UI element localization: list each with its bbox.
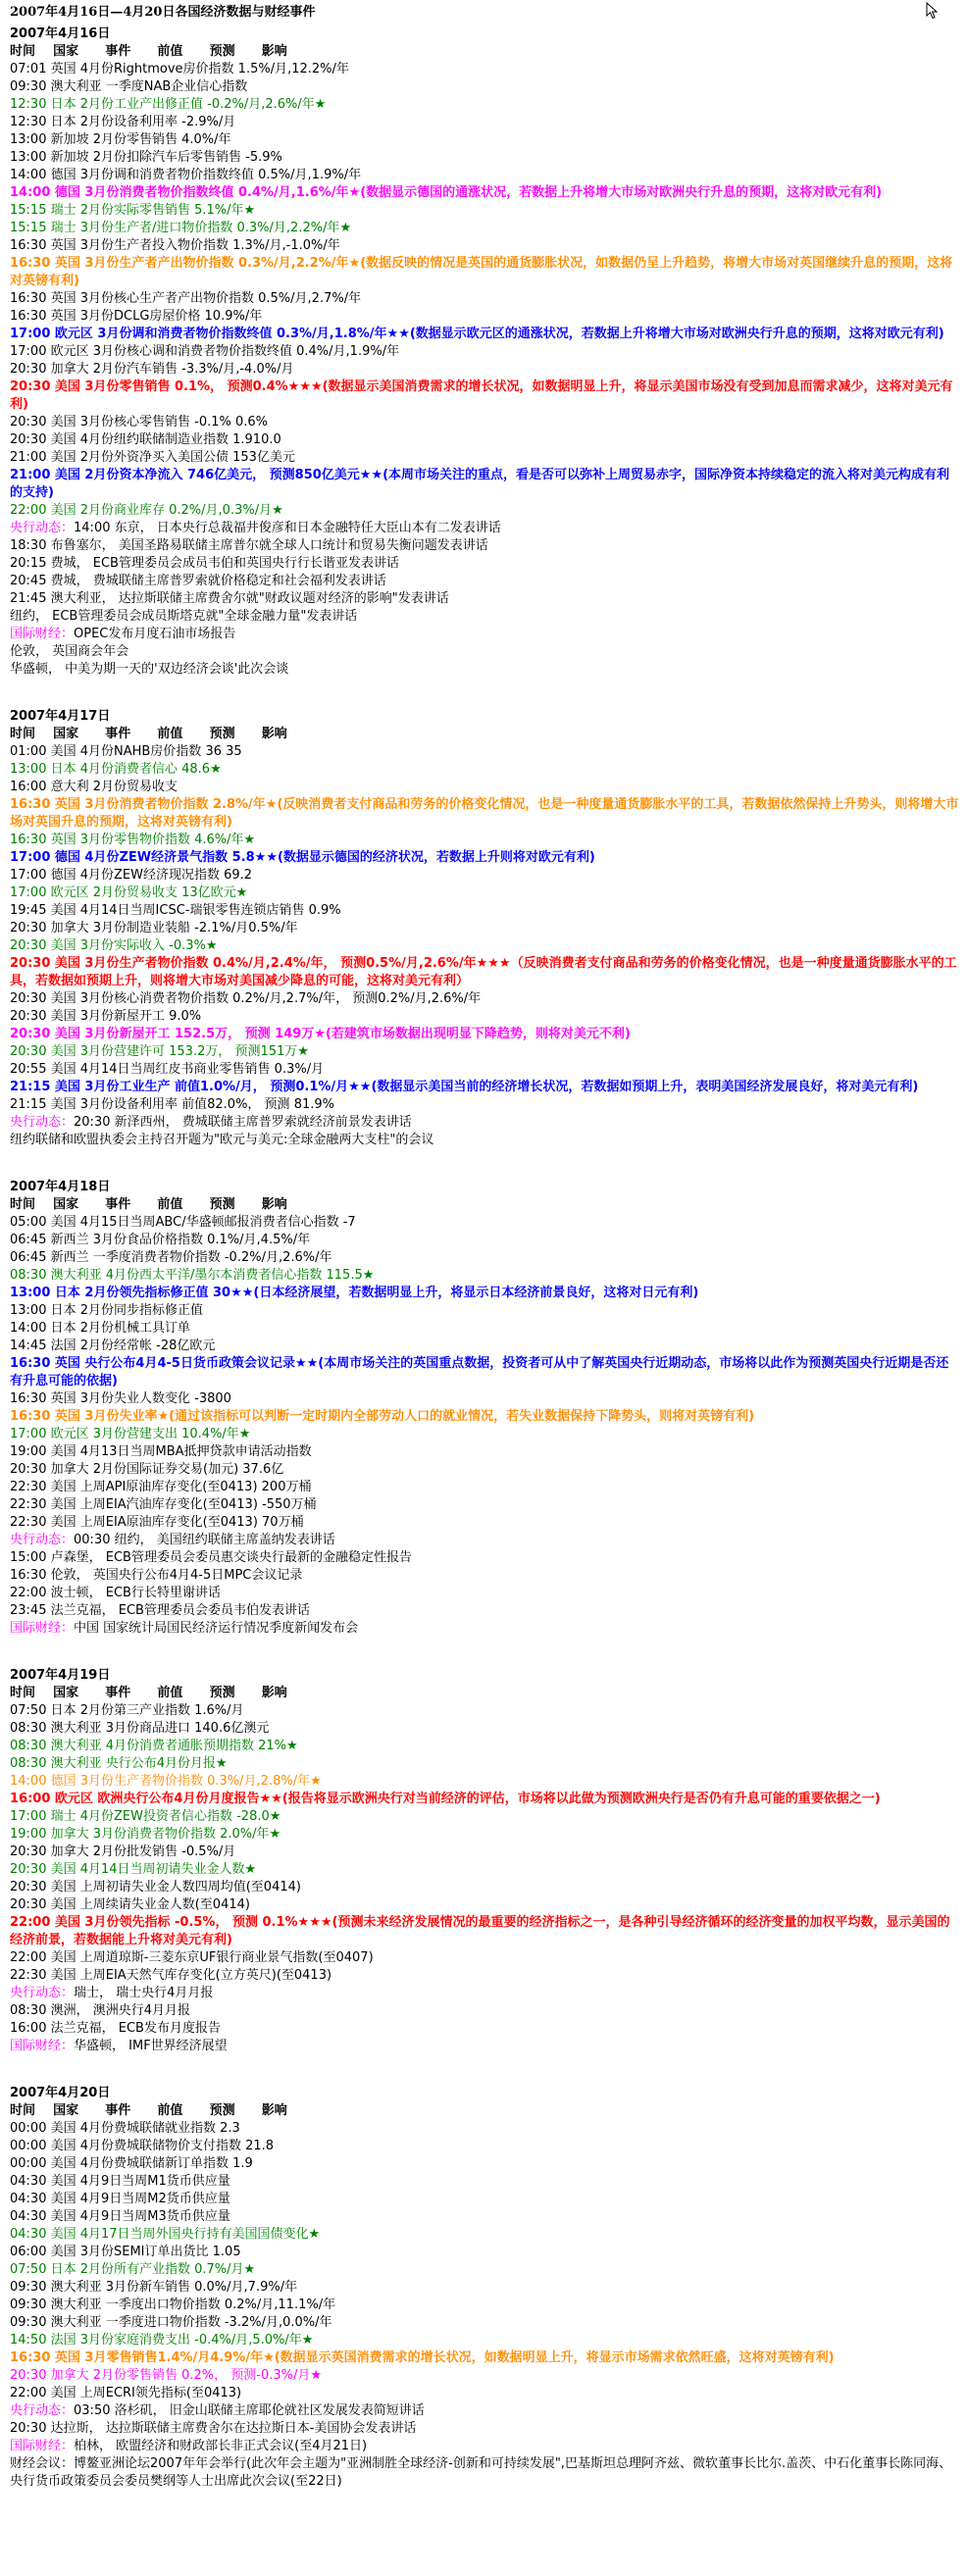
event-text: 08:30 澳大利亚 4月份消费者通胀预期指数 21%★ <box>10 1739 298 1753</box>
event-text: 00:00 美国 4月份费城联储物价支付指数 21.8 <box>10 2139 275 2153</box>
event-line <box>10 1585 961 1602</box>
column-header: 时间 国家 事件 前值 预测 影响 <box>10 727 287 741</box>
event-text: 22:00 美国 上周道琼斯-三菱东京UF银行商业景气指数(至0407) <box>10 1950 374 1965</box>
event-text: 04:30 美国 4月9日当周M3货币供应量 <box>10 2209 230 2224</box>
event-line <box>10 167 961 184</box>
event-text: 纽约， ECB管理委员会成员斯塔克就"全球金融力量"发表讲话 <box>10 609 358 624</box>
event-text: 华盛顿， 中美为期一天的'双边经济会谈'此次会谈 <box>10 662 289 677</box>
event-text: 14:00 东京， 日本央行总裁福井俊彦和日本金融特任大臣山本有二发表讲话 <box>74 521 501 535</box>
event-line <box>10 1338 961 1355</box>
day-date: 2007年4月16日 <box>10 26 111 41</box>
event-text: 12:30 日本 2月份设备利用率 -2.9%/月 <box>10 115 236 129</box>
event-text: 20:30 美国 上周续请失业金人数(至0414) <box>10 1897 250 1912</box>
section-label: 国际财经： <box>10 1621 75 1636</box>
event-text: 06:00 美国 3月份SEMI订单出货比 1.05 <box>10 2245 241 2259</box>
event-line <box>10 1026 961 1043</box>
event-line <box>10 990 961 1008</box>
event-text: 15:00 卢森堡， ECB管理委员会委员惠交谈央行最新的金融稳定性报告 <box>10 1550 412 1565</box>
event-line <box>10 1214 961 1232</box>
event-text: 22:00 波士顿， ECB行长特里谢讲话 <box>10 1586 221 1600</box>
section-label: 央行动态： <box>10 1533 75 1547</box>
event-text: 19:45 美国 4月14日当周ICSC-瑞银零售连锁店销售 0.9% <box>10 903 341 918</box>
event-line <box>10 1826 961 1844</box>
event-line <box>10 255 961 290</box>
event-line <box>10 1755 961 1773</box>
event-text: 13:00 日本 2月份领先指标修正值 30★★(日本经济展望，若数据明显上升，将显示日本经济前景良好，这将对日元有利) <box>10 1286 699 1300</box>
event-text: 16:30 英国 央行公布4月4-5日货币政策会议记录★★(本周市场关注的英国重点数据，投资者可从中了解英国央行近期动态，市场将以此作为预测英国央行近期是否还有升息可能的依据) <box>10 1356 949 1389</box>
event-line <box>10 1567 961 1585</box>
event-text: 20:30 美国 3月份新屋开工 152.5万， 预测 149万★(若建筑市场数据出现明显下降趋势，则将对美元不利) <box>10 1027 631 1041</box>
event-line <box>10 1896 961 1914</box>
event-text: 财经会议：博鳌亚洲论坛2007年年会举行(此次年会主题为"亚洲制胜全球经济-创新和可持续发展",巴基斯坦总理阿齐兹、微软董事长比尔.盖茨、中石化董事长陈同海、央行货币政策委员会委员樊纲等人士出席此次会议(至22日) <box>10 2456 952 2489</box>
event-line <box>10 1061 961 1079</box>
event-line <box>10 1861 961 1879</box>
event-line <box>10 955 961 990</box>
section-label: 央行动态： <box>10 1986 75 2000</box>
event-text: 22:30 美国 上周EIA天然气库存变化(立方英尺)(至0413) <box>10 1968 332 1983</box>
event-text: 20:30 美国 3月份实际收入 -0.3%★ <box>10 938 218 953</box>
event-text: 20:30 美国 4月份纽约联储制造业指数 1.910.0 <box>10 432 281 447</box>
event-text: 22:30 美国 上周API原油库存变化(至0413) 200万桶 <box>10 1480 312 1494</box>
event-text: 04:30 美国 4月9日当周M1货币供应量 <box>10 2174 230 2189</box>
event-line <box>10 2349 961 2367</box>
event-text: 08:30 澳大利亚 3月份商品进口 140.6亿澳元 <box>10 1721 270 1736</box>
event-text: 20:30 加拿大 2月份批发销售 -0.5%/月 <box>10 1844 236 1859</box>
event-line <box>10 1549 961 1567</box>
event-text: 纽约联储和欧盟执委会主持召开题为"欧元与美元:全球金融两大支柱"的会议 <box>10 1133 434 1147</box>
event-text: 16:30 英国 3月份生产者产出物价指数 0.3%/月,2.2%/年★(数据反映的情况是英国的通货膨胀状况，如数据仍呈上升趋势，将增大市场对英国继续升息的预期，这将对英镑有利) <box>10 256 953 288</box>
event-line <box>10 1773 961 1791</box>
event-line <box>10 1949 961 1967</box>
event-text: 01:00 美国 4月份NAHB房价指数 36 35 <box>10 744 242 759</box>
event-text: 21:45 澳大利亚， 达拉斯联储主席费舍尔就"财政议题对经济的影响"发表讲话 <box>10 591 449 606</box>
event-line <box>10 202 961 220</box>
section-label: 央行动态： <box>10 521 75 535</box>
event-text: 14:00 德国 3月份调和消费者物价指数终值 0.5%/月,1.9%/年 <box>10 168 362 182</box>
event-line <box>10 1496 961 1514</box>
event-text: 08:30 澳大利亚 央行公布4月份月报★ <box>10 1756 228 1771</box>
event-text: 09:30 澳大利亚 一季度出口物价指数 0.2%/月,11.1%/年 <box>10 2298 336 2312</box>
event-text: 19:00 美国 4月13日当周MBA抵押贷款申请活动指数 <box>10 1444 312 1459</box>
event-line <box>10 308 961 326</box>
event-text: 21:00 美国 2月份外资净买入美国公债 153亿美元 <box>10 450 295 465</box>
event-text: 21:00 美国 2月份资本净流入 746亿美元， 预测850亿美元★★(本周市场关注的重点，看是否可以弥补上周贸易赤字，国际净资本持续稳定的流入将对美元构成有利的支持) <box>10 468 950 500</box>
event-line <box>10 326 961 343</box>
event-line <box>10 573 961 590</box>
event-line <box>10 343 961 361</box>
days-container <box>10 25 961 2491</box>
event-line <box>10 2261 961 2279</box>
event-text: 14:00 德国 3月份消费者物价指数终值 0.4%/月,1.6%/年★(数据显示德国的通涨状况，若数据上升将增大市场对欧洲央行升息的预期，这将对欧元有利) <box>10 185 883 200</box>
event-text: 20:30 加拿大 2月份国际证券交易(加元) 37.6亿 <box>10 1462 284 1477</box>
event-line <box>10 1702 961 1720</box>
event-text: 22:00 美国 3月份领先指标 -0.5%， 预测 0.1%★★★(预测未来经济发展情况的最重要的经济指标之一，是各种引导经济循环的经济变量的加权平均数，显示美国的经济前景，若数据能上升将对美元有利) <box>10 1915 950 1947</box>
event-text: 09:30 澳大利亚 一季度NAB企业信心指数 <box>10 79 248 94</box>
event-text: 22:00 美国 2月份商业库存 0.2%/月,0.3%/月★ <box>10 503 283 518</box>
event-line <box>10 96 961 114</box>
event-line <box>10 743 961 761</box>
event-line <box>10 849 961 867</box>
event-line <box>10 149 961 167</box>
event-text: 瑞士， 瑞士央行4月月报 <box>74 1986 214 2000</box>
event-line <box>10 590 961 608</box>
event-text: 20:30 美国 3月份新屋开工 9.0% <box>10 1009 202 1024</box>
event-text: 19:00 加拿大 3月份消费者物价指数 2.0%/年★ <box>10 1827 281 1842</box>
event-line <box>10 1408 961 1426</box>
event-text: 18:30 布鲁塞尔， 美国圣路易联储主席普尔就全球人口统计和贸易失衡问题发表讲话 <box>10 538 488 553</box>
event-text: 05:00 美国 4月15日当周ABC/华盛顿邮报消费者信心指数 -7 <box>10 1215 356 1230</box>
event-text: 04:30 美国 4月17日当周外国央行持有美国国债变化★ <box>10 2227 321 2242</box>
event-text: 中国 国家统计局国民经济运行情况季度新闻发布会 <box>74 1621 359 1636</box>
event-text: 14:00 德国 3月份生产者物价指数 0.3%/月,2.8%/年★ <box>10 1774 322 1789</box>
column-header: 时间 国家 事件 前值 预测 影响 <box>10 44 287 59</box>
event-text: 16:30 英国 3月份零售物价指数 4.6%/年★ <box>10 833 256 847</box>
event-line <box>10 1390 961 1408</box>
event-text: 21:15 美国 3月份工业生产 前值1.0%/月， 预测0.1%/月★★(数据显示美国当前的经济增长状况，若数据如预期上升，表明美国经济发展良好，将对美元有利) <box>10 1080 919 1094</box>
event-text: 20:30 新泽西州， 费城联储主席普罗索就经济前景发表讲话 <box>74 1115 412 1130</box>
event-line <box>10 1043 961 1061</box>
event-line <box>10 290 961 308</box>
event-line <box>10 1267 961 1285</box>
event-line <box>10 1720 961 1738</box>
section-label: 国际财经： <box>10 2039 75 2053</box>
event-line <box>10 1532 961 1549</box>
report-title: 2007年4月16日—4月20日各国经济数据与财经事件 <box>10 5 316 20</box>
column-header: 时间 国家 事件 前值 预测 影响 <box>10 2103 287 2118</box>
event-line <box>10 1443 961 1461</box>
section-label: 国际财经： <box>10 627 75 641</box>
event-line <box>10 1791 961 1808</box>
day-date: 2007年4月18日 <box>10 1180 111 1194</box>
event-line <box>10 2438 961 2455</box>
event-line <box>10 467 961 502</box>
event-line <box>10 1879 961 1896</box>
day-date: 2007年4月20日 <box>10 2086 111 2100</box>
event-line <box>10 779 961 796</box>
event-line <box>10 2138 961 2155</box>
section-gap <box>10 679 961 704</box>
event-text: 16:30 伦敦， 英国央行公布4月4-5日MPC会议记录 <box>10 1568 303 1583</box>
day-section <box>10 1179 961 1638</box>
event-line <box>10 2208 961 2226</box>
section-gap <box>10 2055 961 2081</box>
event-text: 柏林， 欧盟经济和财政部长非正式会议(至4月21日) <box>74 2439 368 2453</box>
event-text: 04:30 美国 4月9日当周M2货币供应量 <box>10 2192 230 2206</box>
event-text: 08:30 澳大利亚 4月份西太平洋/墨尔本消费者信心指数 115.5★ <box>10 1268 375 1283</box>
mouse-cursor-icon <box>926 2 940 20</box>
event-line <box>10 2155 961 2173</box>
day-date: 2007年4月19日 <box>10 1668 111 1683</box>
event-line <box>10 2455 961 2491</box>
event-text: 13:00 新加坡 2月份零售销售 4.0%/年 <box>10 132 231 147</box>
event-line <box>10 1096 961 1114</box>
event-line <box>10 555 961 573</box>
event-line <box>10 2120 961 2138</box>
event-line <box>10 2002 961 2020</box>
event-text: 14:00 日本 2月份机械工具订单 <box>10 1321 190 1336</box>
event-text: 华盛顿， IMF世界经济展望 <box>74 2039 228 2053</box>
event-text: 20:45 费城， 费城联储主席普罗索就价格稳定和社会福利发表讲话 <box>10 574 386 588</box>
event-line <box>10 1844 961 1861</box>
event-text: 伦敦， 英国商会年会 <box>10 644 129 659</box>
event-line <box>10 2385 961 2402</box>
column-header: 时间 国家 事件 前值 预测 影响 <box>10 1686 287 1700</box>
event-text: 20:30 美国 3月份营建许可 153.2万， 预测151万★ <box>10 1044 309 1059</box>
event-text: 07:01 英国 4月份Rightmove房价指数 1.5%/月,12.2%/年 <box>10 62 349 76</box>
event-text: 20:30 美国 3月份核心消费者物价指数 0.2%/月,2.7%/年， 预测0.2%/月,2.6%/年 <box>10 991 482 1006</box>
event-text: 00:30 纽约， 美国纽约联储主席盖纳发表讲话 <box>74 1533 335 1547</box>
event-text: 15:15 瑞士 3月份生产者/进口物价指数 0.3%/月,2.2%/年★ <box>10 221 352 235</box>
event-line <box>10 902 961 920</box>
event-line <box>10 1249 961 1267</box>
event-line <box>10 1514 961 1532</box>
section-label: 央行动态： <box>10 1115 75 1130</box>
event-text: 21:15 美国 3月份设备利用率 前值82.0%， 预测 81.9% <box>10 1097 334 1112</box>
event-line <box>10 379 961 414</box>
event-line <box>10 2191 961 2208</box>
event-line <box>10 661 961 679</box>
event-line <box>10 184 961 202</box>
event-line <box>10 220 961 237</box>
event-line <box>10 626 961 643</box>
event-line <box>10 1620 961 1638</box>
event-text: 13:00 日本 4月份消费者信心 48.6★ <box>10 762 222 777</box>
event-line <box>10 78 961 96</box>
event-text: 20:30 美国 3月份生产者物价指数 0.4%/月,2.4%/年， 预测0.5%/月,2.6%/年★★★（反映消费者支付商品和劳务的价格变化情况，也是一种度量通货膨胀水平的工具，若数据如预期上升，则将增大市场对美国减少降息的可能，这将对美元有利） <box>10 956 957 988</box>
event-line <box>10 1320 961 1338</box>
event-text: 20:15 费城， ECB管理委员会成员韦伯和英国央行行长谐亚发表讲话 <box>10 556 399 571</box>
section-gap <box>10 1638 961 1663</box>
event-text: 09:30 澳大利亚 3月份新车销售 0.0%/月,7.9%/年 <box>10 2280 298 2295</box>
event-text: 17:00 欧元区 3月份营建支出 10.4%/年★ <box>10 1427 251 1441</box>
event-text: 17:00 欧元区 3月份调和消费者物价指数终值 0.3%/月,1.8%/年★★(数据显示欧元区的通涨状况，若数据上升将增大市场对欧洲央行升息的预期，这将对欧元有利) <box>10 327 944 341</box>
event-line <box>10 237 961 255</box>
event-line <box>10 1008 961 1026</box>
event-line <box>10 867 961 884</box>
event-line <box>10 796 961 832</box>
event-line <box>10 2020 961 2038</box>
event-line <box>10 2332 961 2349</box>
day-date: 2007年4月17日 <box>10 709 111 724</box>
event-line <box>10 1302 961 1320</box>
event-text: 17:00 欧元区 2月份贸易收支 13亿欧元★ <box>10 885 248 900</box>
event-text: 22:00 美国 上周ECRI领先指标(至0413) <box>10 2386 242 2400</box>
event-text: 20:30 美国 3月份核心零售销售 -0.1% 0.6% <box>10 415 269 429</box>
event-text: 23:45 法兰克福， ECB管理委员会委员韦伯发表讲话 <box>10 1603 310 1618</box>
event-text: 09:30 澳大利亚 一季度进口物价指数 -3.2%/月,0.0%/年 <box>10 2315 332 2330</box>
event-line <box>10 1114 961 1132</box>
event-line <box>10 1232 961 1249</box>
event-text: 20:30 美国 上周初请失业金人数四周均值(至0414) <box>10 1880 301 1894</box>
event-line <box>10 937 961 955</box>
event-line <box>10 608 961 626</box>
event-line <box>10 643 961 661</box>
event-line <box>10 2367 961 2385</box>
event-text: 17:00 欧元区 3月份核心调和消费者物价指数终值 0.4%/月,1.9%/年 <box>10 344 400 359</box>
event-text: 17:00 瑞士 4月份ZEW投资者信心指数 -28.0★ <box>10 1809 281 1824</box>
event-line <box>10 131 961 149</box>
column-header: 时间 国家 事件 前值 预测 影响 <box>10 1197 287 1212</box>
event-text: 07:50 日本 2月份所有产业指数 0.7%/月★ <box>10 2262 256 2277</box>
event-text: 16:30 英国 3月份失业率★(通过该指标可以判断一定时期内全部劳动人口的就业情况，若失业数据保持下降势头，则将对英镑有利) <box>10 1409 755 1424</box>
day-section <box>10 708 961 1149</box>
event-line <box>10 1967 961 1985</box>
event-text: 16:30 英国 3月份生产者投入物价指数 1.3%/月,-1.0%/年 <box>10 238 340 253</box>
event-text: 08:30 澳洲， 澳洲央行4月月报 <box>10 2003 190 2018</box>
event-text: 00:00 美国 4月份费城联储就业指数 2.3 <box>10 2121 240 2136</box>
event-text: 20:30 美国 3月份零售销售 0.1%， 预测0.4%★★★(数据显示美国消费需求的增长状况，如数据明显上升，将显示美国市场没有受到加息而需求减少，这将对美元有利) <box>10 379 953 412</box>
event-text: 14:45 法国 2月份经常帐 -28亿欧元 <box>10 1339 216 1353</box>
event-line <box>10 1355 961 1390</box>
event-line <box>10 1914 961 1949</box>
event-text: 13:00 日本 2月份同步指标修正值 <box>10 1303 203 1318</box>
event-line <box>10 920 961 937</box>
event-text: 17:00 德国 4月份ZEW经济现况指数 69.2 <box>10 868 253 883</box>
event-text: 06:45 新西兰 3月份食品价格指数 0.1%/月,4.5%/年 <box>10 1233 311 1247</box>
event-text: OPEC发布月度石油市场报告 <box>74 627 236 641</box>
event-line <box>10 502 961 520</box>
event-text: 16:00 意大利 2月份贸易收支 <box>10 780 178 794</box>
event-line <box>10 2038 961 2055</box>
event-line <box>10 2173 961 2191</box>
event-line <box>10 1132 961 1149</box>
event-line <box>10 414 961 431</box>
event-text: 20:30 加拿大 3月份制造业装船 -2.1%/月0.5%/年 <box>10 921 298 935</box>
event-text: 17:00 德国 4月份ZEW经济景气指数 5.8★★(数据显示德国的经济状况，若数据上升则将对欧元有利) <box>10 850 595 865</box>
event-text: 20:30 加拿大 2月份汽车销售 -3.3%/月,-4.0%/月 <box>10 362 294 377</box>
section-label: 央行动态： <box>10 2403 75 2418</box>
event-line <box>10 1738 961 1755</box>
event-line <box>10 361 961 379</box>
event-line <box>10 2279 961 2297</box>
event-line <box>10 537 961 555</box>
day-section <box>10 2085 961 2491</box>
event-text: 14:50 法国 3月份家庭消费支出 -0.4%/月,5.0%/年★ <box>10 2333 314 2348</box>
event-line <box>10 520 961 537</box>
event-line <box>10 884 961 902</box>
event-text: 22:30 美国 上周EIA原油库存变化(至0413) 70万桶 <box>10 1515 304 1530</box>
day-section <box>10 25 961 679</box>
event-line <box>10 2297 961 2314</box>
event-line <box>10 2314 961 2332</box>
event-line <box>10 1479 961 1496</box>
event-text: 15:15 瑞士 2月份实际零售销售 5.1%/年★ <box>10 203 256 218</box>
event-line <box>10 1426 961 1443</box>
event-text: 20:55 美国 4月14日当周红皮书商业零售销售 0.3%/月 <box>10 1062 325 1077</box>
event-line <box>10 1808 961 1826</box>
section-label: 国际财经： <box>10 2439 75 2453</box>
event-line <box>10 1602 961 1620</box>
event-text: 16:30 英国 3月份消费者物价指数 2.8%/年★(反映消费者支付商品和劳务的价格变化情况，也是一种度量通货膨胀水平的工具，若数据依然保持上升势头，则将增大市场对英国升息的预期，这将对英镑有利) <box>10 797 959 830</box>
event-line <box>10 431 961 449</box>
event-text: 16:30 英国 3月份失业人数变化 -3800 <box>10 1391 231 1406</box>
event-line <box>10 449 961 467</box>
event-line <box>10 2244 961 2261</box>
event-text: 13:00 新加坡 2月份扣除汽车后零售销售 -5.9% <box>10 150 282 165</box>
event-line <box>10 61 961 78</box>
event-text: 03:50 洛杉矶， 旧金山联储主席耶伦就社区发展发表简短讲话 <box>74 2403 425 2418</box>
event-text: 16:00 欧元区 欧洲央行公布4月份月度报告★★(报告将显示欧洲央行对当前经济的评估，市场将以此做为预测欧洲央行是否仍有升息可能的重要依据之一) <box>10 1792 881 1806</box>
event-text: 20:30 达拉斯， 达拉斯联储主席费舍尔在达拉斯日本-美国协会发表讲话 <box>10 2421 417 2436</box>
event-text: 16:30 英国 3月份核心生产者产出物价指数 0.5%/月,2.7%/年 <box>10 291 362 306</box>
day-section <box>10 1667 961 2055</box>
event-line <box>10 1985 961 2002</box>
event-line <box>10 761 961 779</box>
event-line <box>10 1285 961 1302</box>
event-text: 16:00 法兰克福， ECB发布月度报告 <box>10 2021 221 2036</box>
event-text: 07:50 日本 2月份第三产业指数 1.6%/月 <box>10 1703 244 1718</box>
event-text: 06:45 新西兰 一季度消费者物价指数 -0.2%/月,2.6%/年 <box>10 1250 332 1265</box>
event-line <box>10 114 961 131</box>
event-line <box>10 2420 961 2438</box>
event-text: 16:30 英国 3月份DCLG房屋价格 10.9%/年 <box>10 309 263 324</box>
event-line <box>10 832 961 849</box>
event-line <box>10 1079 961 1096</box>
event-line <box>10 1461 961 1479</box>
event-text: 00:00 美国 4月份费城联储新订单指数 1.9 <box>10 2156 253 2171</box>
event-text: 22:30 美国 上周EIA汽油库存变化(至0413) -550万桶 <box>10 1497 317 1512</box>
event-line <box>10 2402 961 2420</box>
event-text: 20:30 美国 4月14日当周初请失业金人数★ <box>10 1862 257 1877</box>
event-line <box>10 2226 961 2244</box>
section-gap <box>10 1149 961 1175</box>
event-text: 12:30 日本 2月份工业产出修正值 -0.2%/月,2.6%/年★ <box>10 97 327 112</box>
event-text: 20:30 加拿大 2月份零售销售 0.2%， 预测-0.3%/月★ <box>10 2368 323 2383</box>
event-text: 16:30 英国 3月零售销售1.4%/月4.9%/年★(数据显示英国消费需求的增长状况，如数据明显上升，将显示市场需求依然旺盛，这将对英镑有利) <box>10 2350 835 2365</box>
